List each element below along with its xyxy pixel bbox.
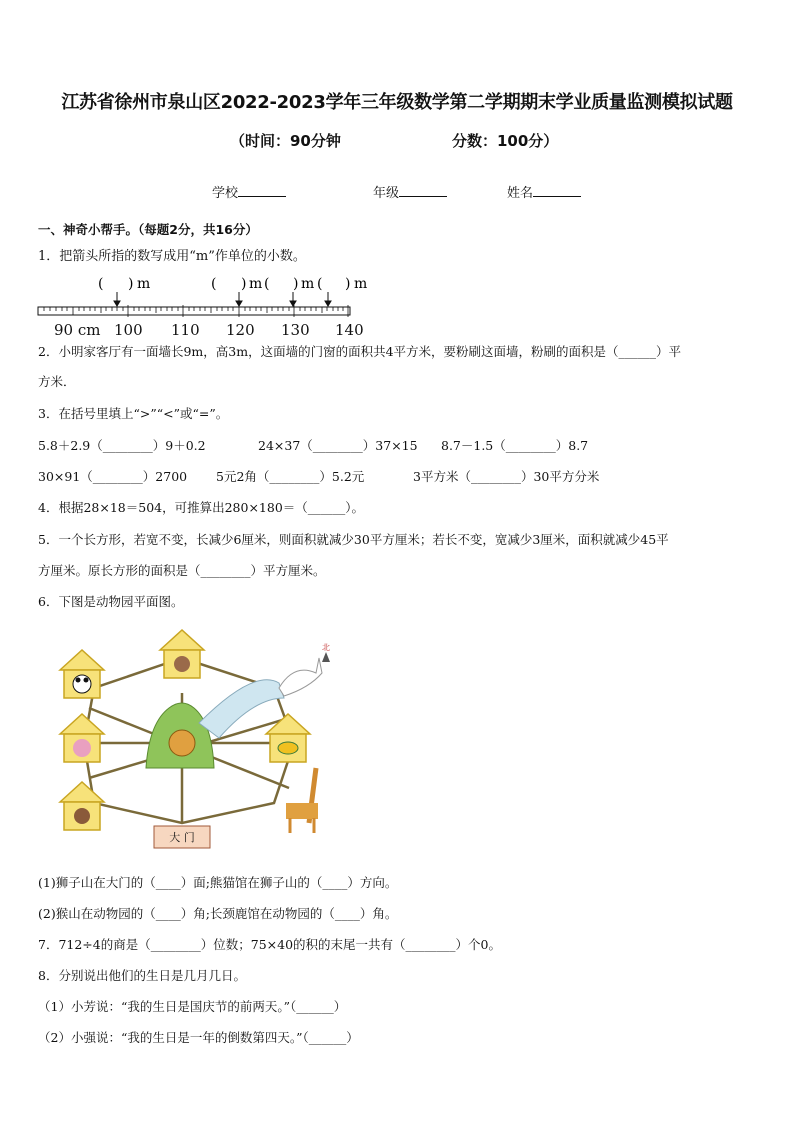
q5-line1: 5．一个长方形，若宽不变，长减少6厘米，则面积就减少30平方厘米；若长不变，宽减少3厘米，面积就减少45平	[38, 532, 669, 547]
q6-sub1: (1)狮子山在大门的（____）面;熊猫馆在狮子山的（____）方向。	[38, 875, 398, 890]
svg-text:): )	[128, 276, 134, 292]
elephant-icon	[73, 739, 91, 757]
q8-sub1: （1）小芳说：“我的生日是国庆节的前两天。”（______）	[38, 999, 347, 1014]
monkey-icon-2	[74, 808, 90, 824]
q6-sub2: (2)猴山在动物园的（____）角;长颈鹿馆在动物园的（____）角。	[38, 906, 398, 921]
ruler-label-100: 100	[114, 321, 143, 339]
monkey-icon	[174, 656, 190, 672]
q3-item-1: 5.8＋2.9（________）9＋0.2	[38, 438, 206, 453]
name-field	[507, 182, 581, 201]
ruler-labels	[54, 321, 364, 339]
q3-item-4: 30×91（________）2700	[38, 469, 188, 484]
name-blank[interactable]	[533, 184, 581, 197]
section-heading: 一、神奇小帮手。（每题2分，共16分）	[38, 222, 258, 237]
ruler-label-140: 140	[335, 321, 364, 339]
ruler-label-90: 90 cm	[54, 321, 101, 339]
house-fish	[266, 714, 310, 762]
q3-text: 3．在括号里填上“>”“<”或“=”。	[38, 406, 229, 421]
svg-text:): )	[293, 276, 299, 292]
q2-line1: 2．小明家客厅有一面墙长9m，高3m，这面墙的门窗的面积共4平方米，要粉刷这面墙，粉刷的面积是（______）平	[38, 344, 682, 359]
school-field	[212, 182, 286, 201]
name-label: 姓名	[507, 186, 534, 201]
q8-sub2: （2）小强说：“我的生日是一年的倒数第四天。”（______）	[38, 1030, 359, 1045]
grade-label: 年级	[373, 186, 400, 201]
unit-m-2: m	[249, 276, 263, 292]
time-label: （时间：90分钟	[230, 132, 341, 150]
crane-icon	[279, 658, 322, 696]
score-label: 分数：100分）	[452, 132, 559, 150]
q3-item-3: 8.7－1.5（________）8.7	[441, 438, 589, 453]
unit-m-3: m	[301, 276, 315, 292]
ruler-blank-4[interactable]	[317, 276, 367, 292]
arrows	[114, 292, 331, 306]
svg-text:(: (	[211, 276, 217, 292]
north-label: 北	[322, 643, 330, 652]
school-label: 学校	[212, 186, 239, 201]
ruler-figure	[36, 272, 376, 340]
unit-m-1: m	[137, 276, 151, 292]
north-arrow-icon	[322, 652, 330, 662]
q2-line2: 方米．	[38, 374, 76, 389]
q7-text: 7．712÷4的商是（________）位数；75×40的积的末尾一共有（________）个0。	[38, 937, 501, 952]
ruler-label-130: 130	[281, 321, 310, 339]
fish-icon	[278, 742, 298, 754]
school-blank[interactable]	[238, 184, 286, 197]
gate-label: 大 门	[169, 831, 195, 844]
grade-blank[interactable]	[399, 184, 447, 197]
ruler-label-110: 110	[171, 321, 200, 339]
grade-field	[373, 182, 447, 201]
lion-icon	[169, 730, 195, 756]
svg-text:(: (	[98, 276, 104, 292]
svg-text:(: (	[317, 276, 323, 292]
q8-text: 8．分别说出他们的生日是几月几日。	[38, 968, 246, 983]
q4-text: 4．根据28×18＝504，可推算出280×180＝（______）。	[38, 500, 365, 515]
panda-icon	[73, 675, 91, 693]
q1-text: 1．把箭头所指的数写成用“m”作单位的小数。	[38, 249, 306, 264]
ruler-blank-3[interactable]	[264, 276, 314, 292]
ruler-label-120: 120	[226, 321, 255, 339]
svg-text:): )	[241, 276, 247, 292]
q3-item-5: 5元2角（________）5.2元	[216, 469, 365, 484]
svg-text:): )	[345, 276, 351, 292]
giraffe-icon	[286, 768, 318, 833]
q3-item-6: 3平方米（________）30平方分米	[413, 469, 600, 484]
unit-m-4: m	[354, 276, 368, 292]
ruler-blank-2[interactable]	[211, 276, 262, 292]
zoo-map	[54, 628, 344, 858]
q6-text: 6．下图是动物园平面图。	[38, 594, 184, 609]
page-title: 江苏省徐州市泉山区2022-2023学年三年级数学第二学期期末学业质量监测模拟试题	[61, 92, 733, 113]
svg-text:(: (	[264, 276, 270, 292]
q5-line2: 方厘米。原长方形的面积是（________）平方厘米。	[38, 563, 326, 578]
ruler-blank-1[interactable]	[98, 276, 150, 292]
q3-item-2: 24×37（________）37×15	[258, 438, 418, 453]
